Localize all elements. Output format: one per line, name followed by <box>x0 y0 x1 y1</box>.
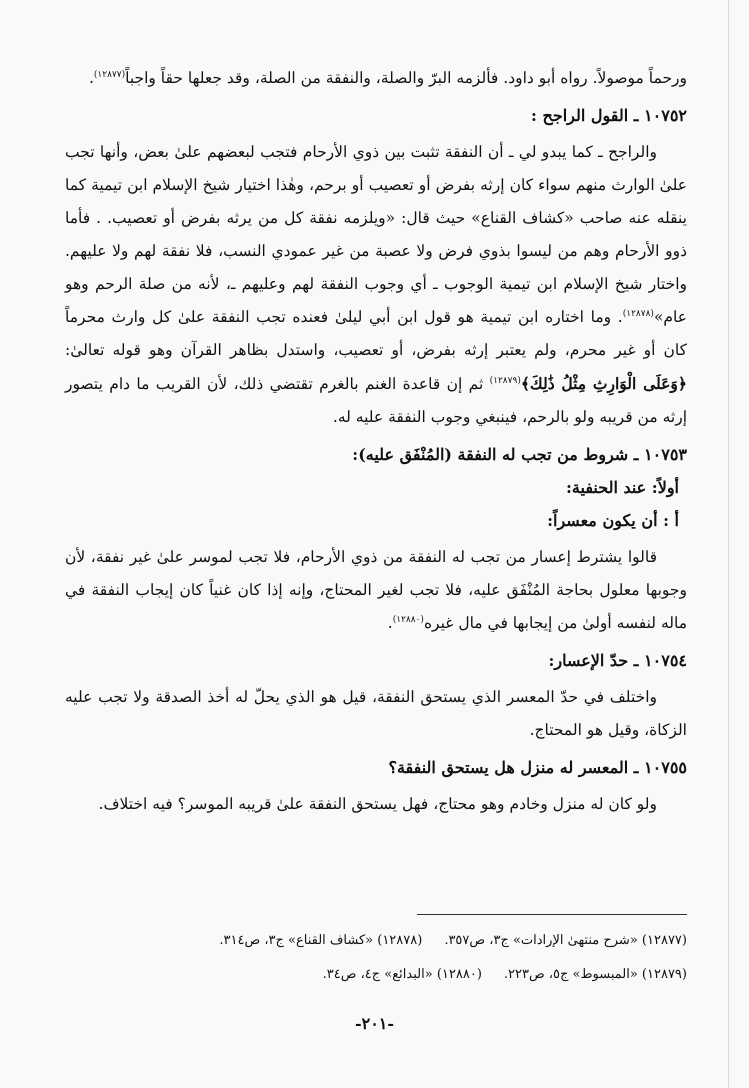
footnote-12880: (١٢٨٨٠) «البدائع» ج٤، ص٣٤. <box>322 967 482 982</box>
footnote-12879: (١٢٨٧٩) «المبسوط» ج٥، ص٢٢٣. <box>503 967 687 982</box>
footnote-row <box>65 958 687 992</box>
continued-paragraph: ورحماً موصولاً. رواه أبو داود. فألزمه البرّ والصلة، والنفقة من الصلة، وقد جعلها حقاً واجباً$^{(١٢٨٧٧)}$. <box>88 69 687 87</box>
footnote-ref: (١٢٨٧٩) <box>489 375 521 386</box>
section-heading-10752: ١٠٧٥٢ ـ القول الراجح : <box>531 106 687 125</box>
footnote-12877: (١٢٨٧٧) «شرح منتهىٰ الإرادات» ج٣، ص٣٥٧. <box>444 933 687 948</box>
page-number: -٢٠١- <box>354 1014 395 1033</box>
paragraph-10755: ولو كان له منزل وخادم وهو محتاج، فهل يستحق النفقة علىٰ قريبه الموسر؟ فيه اختلاف. <box>98 795 657 813</box>
footnote-ref: (١٢٨٨٠) <box>392 614 424 625</box>
subheading-condition-a: أ : أن يكون معسراً: <box>547 511 679 530</box>
section-heading-10753: ١٠٧٥٣ ـ شروط من تجب له النفقة (المُنْفَق عليه): <box>352 445 687 464</box>
text-run: والراجح ـ كما يبدو لي ـ أن النفقة تثبت بين ذوي الأرحام فتجب لبعضهم علىٰ بعض، وأنها تجب علىٰ الوارث منهم سواء كان إرثه بفرض أو تعصيب أو برحم، وهٰذا اختيار شيخ الإسلام ابن تيمية كما ينقله عنه صاحب «كشاف القناع» حيث قال: «ويلزمه نفقة كل من يرثه بفرض أو تعصيب. . فأما ذوو الأرحام وهم من ليسوا بذوي فرض ولا عصبة من غير عمودي النسب، فلا نفقة لهم ولا عليهم. واختار شيخ الإسلام ابن تيمية الوجوب ـ أي وجوب النفقة لهم وعليهم ـ، لأنه من صلة الرحم وهو عام» <box>65 143 687 326</box>
footnote-ref: (١٢٨٧٨) <box>622 308 654 319</box>
text-run: قالوا يشترط إعسار من تجب له النفقة من ذوي الأرحام، فلا تجب لموسر علىٰ غير نفقة، لأن وجوبها معلول بحاجة المُنْفَق عليه، فلا تجب لغير المحتاج، وإنه إذا كان غنياً كان إيجاب النفقة في ماله لنفسه أولىٰ من إيجابها في مال غيره <box>65 548 687 632</box>
text-run: ورحماً موصولاً. رواه أبو داود. فألزمه البرّ والصلة، والنفقة من الصلة، وقد جعلها حقاً واجباً <box>125 69 687 87</box>
section-heading-10755: ١٠٧٥٥ ـ المعسر له منزل هل يستحق النفقة؟ <box>388 758 687 777</box>
footnote-12878: (١٢٨٧٨) «كشاف القناع» ج٣، ص٣١٤. <box>219 933 423 948</box>
footnotes <box>65 924 687 992</box>
footnote-ref: (١٢٨٧٧) <box>93 69 126 80</box>
scan-edge-line <box>728 0 729 1088</box>
main-text <box>65 62 687 821</box>
paragraph-10752 <box>65 136 687 434</box>
footnote-row <box>65 924 687 958</box>
subheading-hanafi: أولاً: عند الحنفية: <box>566 478 679 497</box>
footnote-divider <box>417 914 687 915</box>
section-heading-10754: ١٠٧٥٤ ـ حدّ الإعسار: <box>548 651 687 670</box>
text-run: . وما اختاره ابن تيمية هو قول ابن أبي ليلىٰ فعنده تجب النفقة علىٰ كل وارث محرماً كان أو غير محرم، ولم يعتبر إرثه بفرض، أو تعصيب، واستدل بظاهر القرآن وهو قوله تعالىٰ: <box>65 308 687 359</box>
paragraph-10753: قالوا يشترط إعسار من تجب له النفقة من ذوي الأرحام، فلا تجب لموسر علىٰ غير نفقة، لأن وجوبها معلول بحاجة المُنْفَق عليه، فلا تجب لغير المحتاج، وإنه إذا كان غنياً كان إيجاب النفقة في ماله لنفسه أولىٰ من إيجابها في مال غيره$^{(١٢٨٨٠)}$. <box>65 548 687 632</box>
paragraph-10754: واختلف في حدّ المعسر الذي يستحق النفقة، قيل هو الذي يحلّ له أخذ الصدقة ولا تجب عليه الزكاة، وقيل هو المحتاج. <box>65 688 687 739</box>
quran-verse: ﴿وَعَلَى الْوَارِثِ مِثْلُ ذَٰلِكَ﴾ <box>520 374 687 393</box>
text-run: ثم إن قاعدة الغنم بالغرم تقتضي ذلك، لأن القريب ما دام يتصور إرثه من قريبه ولو بالرحم، فينبغي وجوب النفقة عليه له. <box>65 375 687 426</box>
